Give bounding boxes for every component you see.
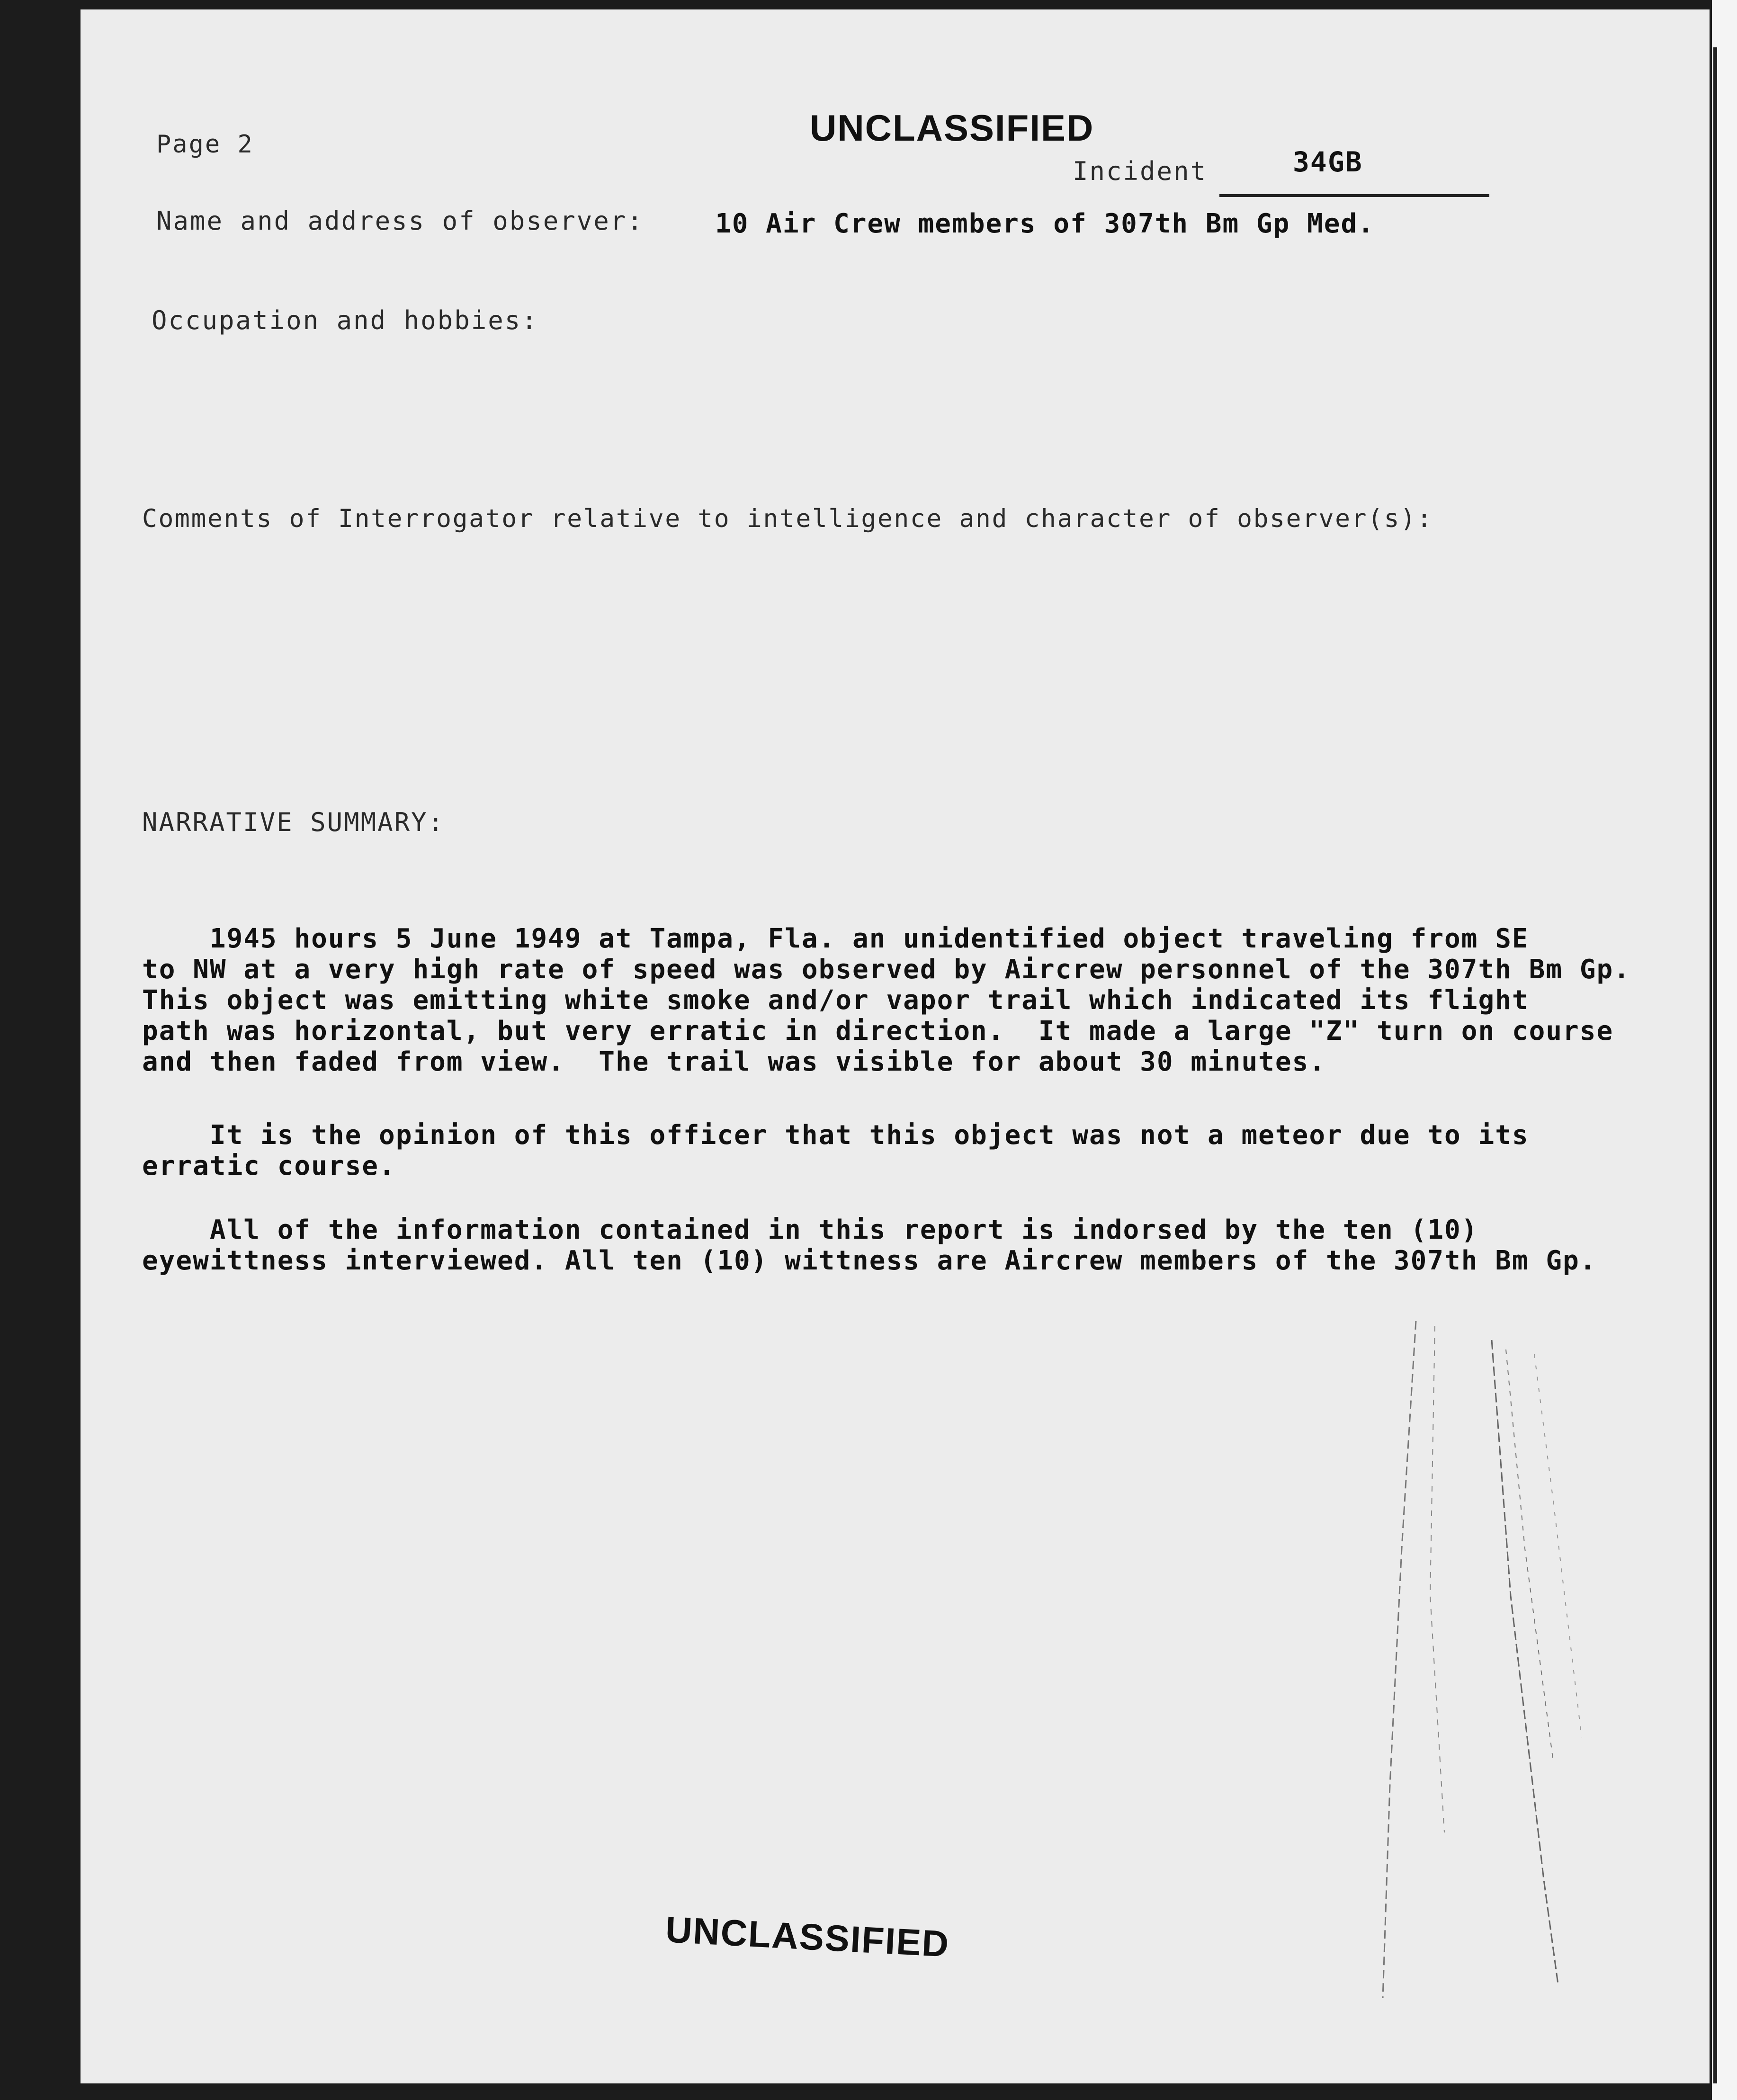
narrative-paragraph-3 — [142, 1215, 1601, 1276]
narrative-heading: NARRATIVE SUMMARY: — [142, 807, 445, 837]
occupation-label: Occupation and hobbies: — [152, 305, 538, 335]
incident-underline — [1219, 194, 1489, 197]
incident-number: 34GB — [1293, 146, 1363, 178]
classification-stamp-top: UNCLASSIFIED — [810, 107, 1094, 149]
page-number: Page 2 — [156, 130, 254, 159]
narrative-paragraph-2 — [142, 1120, 1601, 1181]
classification-stamp-bottom: UNCLASSIFIED — [664, 1908, 951, 1965]
narrative-line: This object was emitting white smoke and/or vapor trail which indicated its flight — [142, 985, 1529, 1016]
narrative-line: It is the opinion of this officer that this object was not a meteor due to its — [142, 1120, 1529, 1151]
narrative-line: All of the information contained in this report is indorsed by the ten (10) — [142, 1215, 1478, 1245]
narrative-line: erratic course. — [142, 1151, 396, 1181]
narrative-paragraph-1 — [142, 923, 1630, 1077]
narrative-line: eyewittness interviewed. All ten (10) wittness are Aircrew members of the 307th Bm Gp. — [142, 1245, 1597, 1276]
document-page — [81, 9, 1710, 2083]
observer-value: 10 Air Crew members of 307th Bm Gp Med. — [715, 208, 1375, 239]
page-edge-rule — [1713, 47, 1717, 2083]
narrative-line: and then faded from view. The trail was visible for about 30 minutes. — [142, 1046, 1326, 1077]
observer-label: Name and address of observer: — [156, 206, 644, 236]
narrative-line: path was horizontal, but very erratic in direction. It made a large "Z" turn on course — [142, 1016, 1614, 1046]
narrative-line: 1945 hours 5 June 1949 at Tampa, Fla. an unidentified object traveling from SE — [142, 923, 1529, 954]
narrative-line: to NW at a very high rate of speed was observed by Aircrew personnel of the 307th Bm Gp. — [142, 954, 1630, 985]
incident-label: Incident — [1073, 156, 1208, 186]
comments-label: Comments of Interrogator relative to intelligence and character of observer(s): — [142, 504, 1433, 533]
scratch-marks — [1288, 1312, 1620, 2022]
